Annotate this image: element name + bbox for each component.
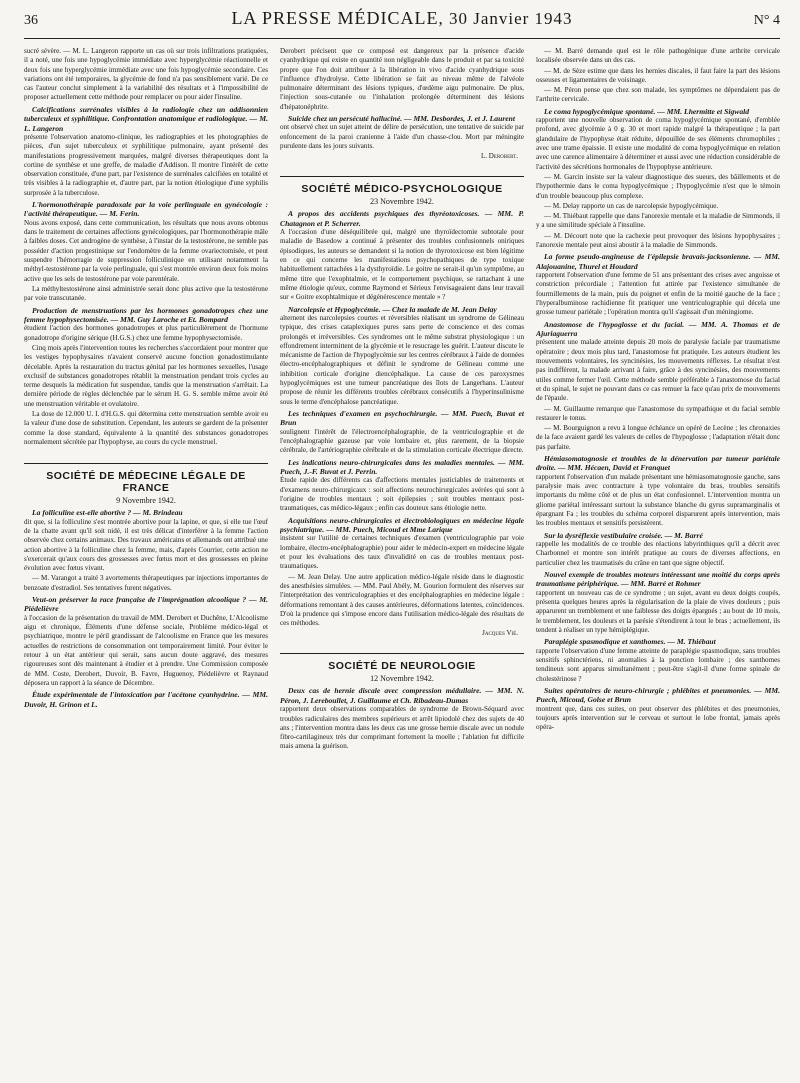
article-heading: Suicide chez un persécuté halluciné. — MM. Desbordes, J. et J. Laurent	[288, 114, 515, 124]
article-heading: Les techniques d'examen en psychochirurgie. — MM. Puech, Buvat et Brun	[280, 408, 524, 428]
journal-title: LA PRESSE MÉDICALE, 30 Janvier 1943	[231, 8, 573, 28]
paragraph: rapportent l'observation d'une femme de 51 ans présentant des crises avec angoisse et constriction précordiale ; l'attention fut attirée par l'existence simultanée de fourmillements de la main, puis du poignet et enfin de la moitié gauche de la face ; l'hyperalbuminose rachidienne fit pratiquer une ventriculographie qui décela une grosse tumeur pariétale ; l'opération montra qu'il s'agissait d'un méningiome.	[536, 271, 780, 317]
society-heading: SOCIÉTÉ MÉDICO-PSYCHOLOGIQUE	[280, 176, 524, 195]
paragraph: — M. Décourt note que la cachexie peut provoquer des lésions hypophysaires ; l'anorexie mentale peut ainsi aboutir à la maladie de Simmonds.	[536, 231, 780, 250]
paragraph: La dose de 12.000 U. I. d'H.G.S. qui détermina cette menstruation semble avoir eu la valeur d'une dose de substitution. Cependant, les auteurs se gardent de la présenter comme la dose standard, équivalente à la quantité des substances gonadotropes normalement sécrétée par l'hypophyse, au cours du cycle menstruel.	[24, 410, 268, 446]
paragraph: présente l'observation anatomo-clinique, les radiographies et les photographies de pièces, d'un sujet tuberculeux et syphilitique pulmonaire, ayant présenté des manifestations progressivement marquées, malgré diverses thérapeutiques dont la cortine de synthèse et une greffe, de maladie d'Addison. Il montre l'intérêt de cette observation constituée, d'une part, par l'existence de surrénales calcifiées en totalité et très visibles à la radiographie et, d'autre part, par la notion étiologique d'une syphilis surprosée à la tuberculose.	[24, 133, 268, 197]
article-heading: Étude expérimentale de l'intoxication par l'acétone cyanhydrine. — MM. Duvoir, H. Grinon et L.	[24, 690, 268, 709]
running-header	[24, 8, 780, 39]
paragraph: — M. Thiébaut rappelle que dans l'anorexie mentale et la maladie de Simmonds, il y a une similitude spéciale à l'insuline.	[536, 212, 780, 230]
paragraph: montrent que, dans ces suites, on peut observer des phlébites et des pneumonies, toujours après intervention sur le cerveau et surtout le lobe frontal, jamais après opéra-	[536, 704, 780, 732]
article-heading: Les indications neuro-chirurgicales dans les maladies mentales. — MM. Puech, J.-F. Buvat et J. Perrin.	[280, 457, 524, 477]
society-date: 9 Novembre 1942.	[116, 496, 176, 506]
paragraph: Cinq mois après l'intervention toutes les recherches s'accordaient pour montrer que les vestiges hypophysaires n'avaient conservé aucune fonction gonadostimulante décelable. Après la restauration du tractus génital par les hormones sexuelles, l'usage exclusif de substances gonadotropes rétablit la menstruation pendant trois cycles au terme desquels la médication fut suspendue, tandis que la menstruation s'arrêtait. La dernière période de règles déclenchée par le sérum H. G. S. semble même avoir été une menstruation véritable et ovulatoire.	[24, 343, 268, 408]
paragraph: — M. Barré demande quel est le rôle pathogénique d'une arthrite cervicale localisée observée dans un des cas.	[536, 47, 780, 65]
article-heading: Acquisitions neuro-chirurgicales et électrobiologiques en médecine légale psychiatrique. — MM. Puech, Micoud et Mme Larique	[280, 515, 524, 535]
issue-date: 30 Janvier 1943	[448, 9, 573, 28]
article-heading: L'hormonothérapie paradoxale par la voie perlinguale en gynécologie : l'activité thérapeutique. — M. Ferin.	[24, 200, 268, 219]
paragraph: — M. Delay rapporte un cas de narcolepsie hypoglycémique.	[544, 201, 719, 210]
article-heading: Veut-on préserver la race française de l'imprégnation alcoolique ? — M. Piédelièvre	[24, 595, 268, 614]
issue-number: N° 4	[753, 13, 780, 28]
paragraph: — M. Péron pense que chez son malade, les symptômes ne dépendaient pas de l'arthrite cervicale.	[536, 86, 780, 104]
three-column-body	[24, 47, 780, 1083]
society-date: 23 Novembre 1942.	[370, 197, 434, 207]
paragraph: ont observé chez un sujet atteint de délire de persécution, une tentative de suicide par enfoncement de la paroi cranienne à l'aide d'un chasse-clou. Mort par méningite purulente dans les jours suivants.	[280, 123, 524, 151]
paragraph: rappelle les modalités de ce trouble des réactions labyrinthiques qu'il a décrit avec Charbonnel et montre son intérêt pratique au cours de diverses affections, en particulier chez les traumatisés du crâne en tant que signe objectif.	[536, 540, 780, 567]
society-heading: SOCIÉTÉ DE NEUROLOGIE	[280, 653, 524, 672]
journal-name: LA PRESSE MÉDICALE	[231, 8, 439, 28]
paragraph: Étude rapide des différents cas d'affections mentales justiciables de traitements et d'examens neuro-chirurgicaux : soit affections neurochirurgicales avérées qui sont à l'origine de troubles mentaux ; soit épilepsies ; soit troubles mentaux post-traumatiques, cas médico-légaux ; enfin cas douteux sans étiologie nette.	[280, 476, 524, 513]
paragraph: — M. de Sèze estime que dans les hernies discales, il faut faire la part des lésions osseuses et ligamentaires de voisinage.	[536, 66, 780, 84]
paragraph: rapportent l'observation d'un malade présentant une hémiasomatognosie gauche, sans paralysie mais avec contracture à type volontaire du bras, troubles sensitifs importants du même côté et de plus un état confusionnel. L'intervention montra un gliome pariétal intéressant surtout la substance blanche du gyrus supramarginalis et épargnant Fa ; les troubles du schéma corporel disparurent après intervention, mais les troubles mentaux et sensitifs persistèrent.	[536, 472, 780, 528]
paragraph: — M. Bourguignon a revu à longue échéance un opéré de Lecène ; les chronaxies de la face avaient gardé les valeurs de celles de l'hypoglosse ; l'adaptation n'était donc pas parfaite.	[536, 424, 780, 451]
paragraph: rapporte l'observation d'une femme atteinte de paraplégie spasmodique, sans troubles sensitifs sphinctériens, ni anomalies à la ponction lombaire ; des xanthomes tendineux sont apparus simultanément ; peut-être s'agit-il d'une forme spinale de cholestérinose ?	[536, 646, 780, 683]
column-1	[24, 47, 268, 1083]
society-heading: SOCIÉTÉ DE MÉDECINE LÉGALE DE FRANCE	[24, 463, 268, 494]
article-heading: Calcifications surrénales visibles à la radiologie chez un addisonnien tuberculeux et syphilitique. Confrontation anatomique et radiologique. — M. L. Langeron	[24, 104, 268, 133]
paragraph: Nous avons exposé, dans cette communication, les résultats que nous avons obtenus dans le traitement de certaines affections gynécologiques, par l'hormonothérapie mâle à faibles doses. Cet androgène de synthèse, à l'instar de la testostérone, ne semble pas posséder d'action progestinique sur l'endomètre de la femme ovariectomisée, et peut suspendre l'hémorragie de suppression folliculinique en utilisant notamment la méthyl-testostérone par la voie perlinguale, qui s'est montrée environ deux fois moins active que les sels de testostérone par voie parentérale.	[24, 218, 268, 283]
article-heading: La forme pseudo-angineuse de l'épilepsie bravais-jacksonienne. — MM. Alajouanine, Thurel et Houdard	[536, 252, 780, 271]
page-number: 36	[24, 13, 38, 28]
paragraph: — M. Jean Delay. Une autre application médico-légale réside dans le diagnostic des anesthésies simulées. — MM. Paul Abély, M. Gourion formulent des réserves sur l'interprétation des ventriculographies et des encéphalographies en médecine légale : déformations remontant à des causes antérieures, déformations latentes, coïncidences. D'où la prudence qui s'impose encore dans l'utilisation médico-légale des résultats de ces méthodes.	[280, 572, 524, 628]
paragraph: Derobert précisent que ce composé est dangereux par la présence d'acide cyanhydrique qui existe en quantité non négligeable dans le produit et par sa toxicité propre que l'on doit attribuer à la libération in vivo d'acide cyanhydrique sous l'influence d'hydrolyse. Cette libération se fait au niveau même de l'alvéole pulmonaire déterminant des lésions typiques, d'œdème aigu pulmonaire. De plus, l'injection sous-cutanée ou l'inhalation prolongée déterminent des lésions d'hépatonéphrite.	[280, 47, 524, 111]
article-heading: Deux cas de hernie discale avec compression médullaire. — MM. N. Péron, J. Lereboullet, J. Guillaume et Ch. Ribadeau-Dumas	[280, 686, 524, 705]
paragraph: présentent une malade atteinte depuis 20 mois de paralysie faciale par traumatisme opératoire ; deux mois plus tard, l'anastomose fut pratiquée. Les auteurs étudient les mouvements volontaires, les syncinésies, les mouvements réflexes. Le résultat n'est pas indifférent, la malade arrivant à faire, grâce à des syncinésies, des mouvements utiles comme fermer l'œil. Cette méthode semble préférable à l'anastomose du facial et du spinal, le sujet ne pouvant dans ce cas remuer la face qu'au prix de mouvements de l'épaule.	[536, 338, 780, 403]
article-heading: Paraplégie spasmodique et xanthomes. — M. Thiébaut	[544, 637, 716, 647]
paragraph: — M. Garcin insiste sur la valeur diagnostique des sueurs, des bâillements et de l'hypothermie dans le coma hypoglycémique ; l'hypoglycémie n'est que le témoin d'un trouble beaucoup plus complexe.	[536, 172, 780, 200]
paragraph: dit que, si la folliculine s'est montrée abortive pour la lapine, et que, si elle tue l'œuf de la chatte avant qu'il soit nidé, il est très délicat d'interférer à la femme l'action observée chez certains animaux. Des travaux américains et allemands ont attribué une action abortive à la folliculine chez la femme, mais, d'après Courrier, cette action ne s'exercerait qu'aux cours des grossesses avec fœtus mort et des grossesses en pleine évolution avec fœtus vivant.	[24, 517, 268, 573]
paragraph: étudient l'action des hormones gonadotropes et plus particulièrement de l'hormone gonadotrope d'origine sérique (H.G.S.) chez une femme hypophysectomisée.	[24, 324, 268, 342]
column-2	[280, 47, 524, 1083]
paragraph: — M. Varangot a traité 3 avortements thérapeutiques par injections importantes de benzoate d'estradiol. Ses tentatives furent négatives.	[24, 574, 268, 592]
article-heading: Suites opératoires de neuro-chirurgie ; phlébites et pneumonies. — MM. Puech, Micoud, Golse et Brun	[536, 685, 780, 705]
article-heading: Sur la dysréflexie vestibulaire croisée. — M. Barré	[544, 530, 703, 540]
paragraph: rapportent une nouvelle observation de coma hypoglycémique spontané, d'emblée profond, avec glycémie à 0 g. 30 et mort rapide malgré la thérapeutique ; la part glandulaire de l'hypophyse était réduite, dépouillée de ses éléments chromophiles ; avec une trame épaissie. Il existe une modalité de coma hypoglycémique en relation avec une carence alimentaire à déterminer et aussi avec une réduction considérable de l'activité des sécrétions hormonales de l'hypophyse antérieure.	[536, 116, 780, 171]
paragraph: insistent sur l'utilité de certaines techniques d'examen (ventriculographie par voie lombaire, électro-encéphalographie) pour aider le médecin-expert en médecine légale et pour les évaluations des taux d'invalidité en cas de troubles mentaux post-traumatiques.	[280, 534, 524, 571]
paragraph: rapportent un nouveau cas de ce syndrome ; un sujet, avant eu deux doigts coupés, présenta quelques heures après la régularisation de la plaie de vives douleurs ; puis apparurent un tremblement et une faiblesse des doigts épargnés ; au bout de 10 mois, le tremblement, les douleurs et la parésie s'étendirent à tout le bras ; actuellement, ils tendent à réaliser un type hémiplégique.	[536, 588, 780, 634]
article-heading: Hémiasomatognosie et troubles de la dénervation par tumeur pariétale droite. — MM. Hécaen, David et Franquet	[536, 454, 780, 473]
paragraph: soulignent l'intérêt de l'électroencéphalographie, de la ventriculographie et de l'encéphalographie gazeuse par voie lombaire et, plus rarement, de la biopsie cérébrale, de l'artériographie cérébrale et de la stimulation corticale électrique directe.	[280, 427, 524, 455]
paragraph: à l'occasion de la présentation du travail de MM. Derobert et Duchêne, L'Alcoolisme aigu et chronique, Éléments d'une défense sociale, Problème médico-légal et psychiatrique, montre le péril grandissant de l'alcoolisme en France que les mesures actuelles de restrictions de consommation ont temporairement limité. Pour éviter le retour à un état antérieur qui serait, sans aucun doute aggravé, des mesures rigoureuses sont dès maintenant à étudier et à prendre. Une Commission composée de MM. Coste, Derobert, Duvoir, B. Favre, Huguenoy, Piédelièvre et Raynaud déposera un rapport à la séance de Décembre.	[24, 613, 268, 687]
article-heading: Anastomose de l'hypoglosse et du facial. — MM. A. Thomas et de Ajuriaguerra	[536, 319, 780, 339]
paragraph: rapportent deux observations comparables de syndrome de Brown-Séquard avec troubles radiculaires des membres supérieurs et arrêt lipiodolé chez des sujets de 40 ans ; l'intervention montra dans les deux cas une grosse hernie discale avec un nodule fibro-cartilagineux très dur comprimant fortement la moelle ; l'ablation fut difficile mais amena la guérison.	[280, 705, 524, 751]
paragraph: sucré sévère. — M. L. Langeron rapporte un cas où sur trois infiltrations pratiquées, il a noté, une fois une hypoglycémie immédiate avec hyperglycémie réactionnelle et deux fois une hyperglycémie immédiate avec une fois hypoglycémie secondaire. Ces variations ont été temporaires, la glycémie de fond n'a pas sensiblement varié. De ce cas l'auteur conclut simplement à la variabilité des résultats et à l'impossibilité de proposer actuellement cette méthode pour remplacer ou pour aider l'insuline.	[24, 47, 268, 102]
paragraph: La méthyltestostérone ainsi administrée serait donc plus active que la testostérone par voie transcutanée.	[24, 284, 268, 303]
paragraph: — M. Guillaume remarque que l'anastomose du sympathique et du facial semble restaurer le tonus.	[536, 404, 780, 422]
article-heading: Nouvel exemple de troubles moteurs intéressant une moitié du corps après traumatisme périphérique. — MM. Barré et Rohmer	[536, 569, 780, 589]
column-3	[536, 47, 780, 1083]
author-signature: Jacques Vié.	[482, 629, 518, 638]
society-date: 12 Novembre 1942.	[370, 674, 434, 684]
paragraph: alternent des narcolepsies courtes et réversibles réalisant un syndrome de Gélineau typique, des crises cataplexiques pures sans perte de conscience et des comas prolongés et irréversibles. Ces syndromes ont le même substrat physiologique : un effondrement intermittent de la glycémie et le resucrage les guérit. L'auteur discute le mécanisme de l'action de l'hypoglycémie sur les centres cérébraux à l'aide de données électro-encéphalographiques et définit le syndrome de Gélineau comme une inhibition corticale d'origine diencéphalique. La cause de ces paroxysmes hypoglycémiques est une tumeur pancréatique des îlots de Langerhans. L'auteur propose de réunir les différents troubles cérébraux consécutifs à l'hyperinsulinisme sous le terme d'encéphalose pancréatique.	[280, 313, 524, 406]
article-heading: Production de menstruations par les hormones gonadotropes chez une femme hypophysectomisée. — MM. Guy Laroche et Et. Bompard	[24, 305, 268, 324]
article-heading: A propos des accidents psychiques des thyréotoxicoses. — MM. P. Chatagnon et P. Scherrer.	[280, 209, 524, 228]
author-signature: L. Derobert.	[480, 152, 518, 161]
paragraph: A l'occasion d'une déséquilibrée qui, malgré une thyroïdectomie subtotale pour maladie de Basedow a continué à présenter des troubles confusionnels oniriques épisodiques, les auteurs se demandent si la notion de thyrotoxicose est bien légitime en ce qui concerne les manifestations psychopathiques de type toxique habituellement rattachées à la dysthyroïdie. Le goitre ne serait-il qu'un symptôme, au même titre que l'exophtalmie, et le comportement psychique, se rattachant à une même étiologie qu'eux, comme Raymond et Sérieux l'envisageaient dans leur travail sur « Goitre exophtalmique et dégénérescence mentale » ?	[280, 228, 524, 302]
article-heading: La folliculine est-elle abortive ? — M. Brindeau	[32, 508, 183, 518]
article-heading: Narcolepsie et Hypoglycémie. — Chez la malade de M. Jean Delay	[288, 304, 497, 314]
article-heading: Le coma hypoglycémique spontané. — MM. Lhermitte et Sigwald	[544, 106, 750, 116]
